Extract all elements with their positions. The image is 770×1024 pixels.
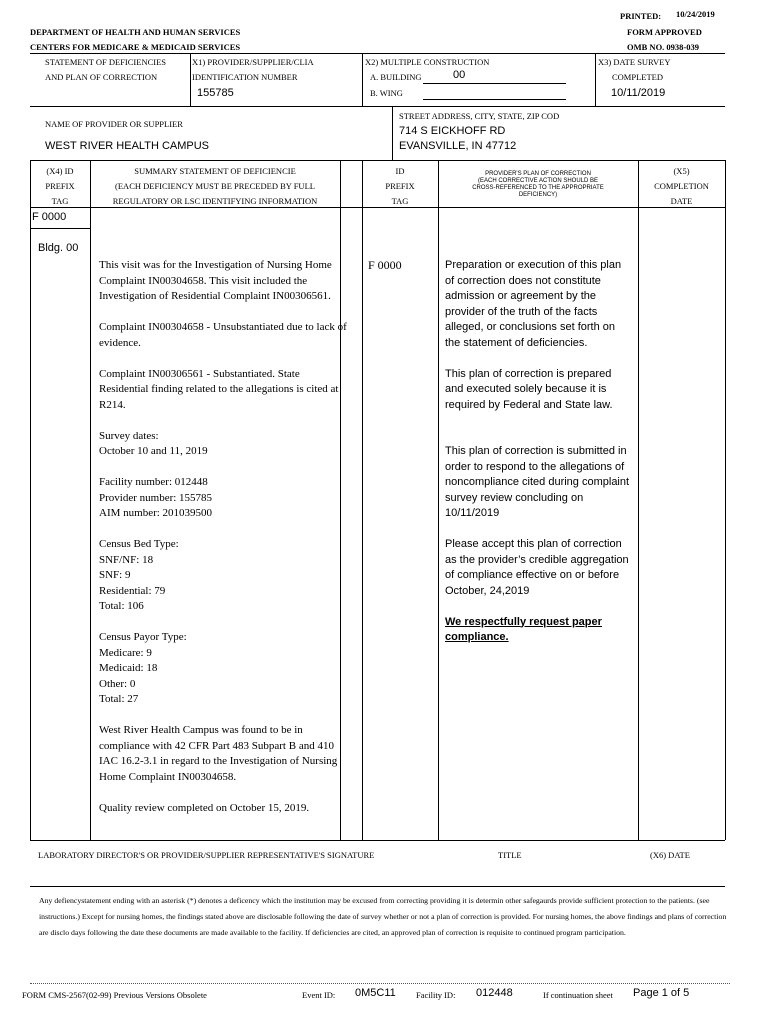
id-header-3: TAG xyxy=(391,196,409,206)
building-tag: Bldg. 00 xyxy=(38,242,79,254)
x4-header-1: (X4) ID xyxy=(46,166,74,176)
statement-label-2: AND PLAN OF CORRECTION xyxy=(45,72,158,82)
x1-sub-label: IDENTIFICATION NUMBER xyxy=(192,72,298,82)
x2-label: X2) MULTIPLE CONSTRUCTION xyxy=(365,57,490,67)
address-label: STREET ADDRESS, CITY, STATE, ZIP COD xyxy=(399,111,560,121)
id-header-1: ID xyxy=(395,166,405,176)
x3-value: 10/11/2019 xyxy=(611,87,666,99)
plan-header-4: DEFICIENCY) xyxy=(518,192,558,198)
plan-paragraph: This plan of correction is submitted in order to respond to the allegations of noncompliance cited during complaint survey review concluding on 10/11/2019 xyxy=(445,445,630,519)
summary-line: October 10 and 11, 2019 xyxy=(99,445,208,457)
summary-line: Residential: 79 xyxy=(99,584,166,597)
form-approved: FORM APPROVED xyxy=(627,27,702,37)
statement-label-1: STATEMENT OF DEFICIENCIES xyxy=(45,57,167,67)
disclaimer: Any defiencystatement ending with an asterisk (*) denotes a deficency which the institution may be excused from correcting providing it is determin other safegaurds provide sufficient protection to the patients. (see instructions.) Except for nursing homes, the findings stated above are disclosable following the date of survey whether or not a plan of correction is provided. For nursing homes, the above findings and plans of correction are disclo days following the date these documents are made available to the facility. If deficiencies are cited, an approved plan of correction is requisite to continued program participation. xyxy=(39,896,727,937)
summary-statement xyxy=(99,258,349,816)
summary-line: AIM number: 201039500 xyxy=(99,507,213,519)
event-id-value: 0M5C11 xyxy=(355,987,396,999)
x4-header-2: PREFIX xyxy=(45,181,75,191)
x4-header-3: TAG xyxy=(51,196,69,206)
summary-line: Total: 27 xyxy=(99,693,139,705)
id-header-2: PREFIX xyxy=(385,181,415,191)
summary-header-2: (EACH DEFICIENCY MUST BE PRECEDED BY FULL xyxy=(115,181,315,191)
printed-date: 10/24/2019 xyxy=(676,9,715,19)
summary-line: Census Bed Type: xyxy=(99,538,179,550)
plan-of-correction xyxy=(445,258,630,661)
summary-line: SNF/NF: 18 xyxy=(99,553,154,566)
centers-title: CENTERS FOR MEDICARE & MEDICAID SERVICES xyxy=(30,42,241,52)
department-title: DEPARTMENT OF HEALTH AND HUMAN SERVICES xyxy=(30,27,241,37)
omb-number: OMB NO. 0938-039 xyxy=(627,42,700,52)
summary-line: Other: 0 xyxy=(99,677,136,690)
event-id-label: Event ID: xyxy=(302,990,336,1000)
title-label: TITLE xyxy=(498,850,522,860)
address-line-2: EVANSVILLE, IN 47712 xyxy=(399,140,517,152)
plan-header-3: CROSS-REFERENCED TO THE APPROPRIATE xyxy=(472,185,604,191)
summary-line: Total: 106 xyxy=(99,600,144,612)
x1-value: 155785 xyxy=(197,87,234,99)
summary-paragraph: West River Health Campus was found to be in compliance with 42 CFR Part 483 Subpart B and 410 IAC 16.2-3.1 in regard to the Investigation of Nursing Home Complaint IN00304658. xyxy=(99,724,338,783)
facility-id-value: 012448 xyxy=(476,987,513,999)
x6-date-label: (X6) DATE xyxy=(650,850,690,860)
summary-paragraph: Complaint IN00304658 - Unsubstantiated due to lack of evidence. xyxy=(99,321,347,349)
plan-paragraph: This plan of correction is prepared and executed solely because it is required by Federal and State law. xyxy=(445,367,613,411)
tag-left: F 0000 xyxy=(32,211,67,223)
summary-header-3: REGULATORY OR LSC IDENTIFYING INFORMATION xyxy=(112,196,318,206)
plan-header-2: (EACH CORRECTIVE ACTION SHOULD BE xyxy=(477,178,599,184)
summary-line: Survey dates: xyxy=(99,429,159,442)
tag-right: F 0000 xyxy=(368,258,402,272)
summary-line: Medicare: 9 xyxy=(99,646,152,659)
page-number: Page 1 of 5 xyxy=(633,987,690,999)
x5-header-2: COMPLETION xyxy=(654,181,709,191)
plan-header-1: PROVIDER'S PLAN OF CORRECTION xyxy=(485,171,591,177)
summary-line: Quality review completed on October 15, 2019. xyxy=(99,801,310,814)
x5-header-3: DATE xyxy=(670,196,693,206)
facility-id-label: Facility ID: xyxy=(416,990,456,1000)
summary-line: Provider number: 155785 xyxy=(99,491,213,504)
plan-paragraph: Please accept this plan of correction as the provider’s credible aggregation of compliance effective on or before October, 24,2019 xyxy=(445,538,629,597)
signature-label: LABORATORY DIRECTOR'S OR PROVIDER/SUPPLIER REPRESENTATIVE'S SIGNATURE xyxy=(38,850,375,860)
x3-label: X3) DATE SURVEY xyxy=(598,57,671,67)
summary-line: SNF: 9 xyxy=(99,569,131,581)
summary-header-1: SUMMARY STATEMENT OF DEFICIENCIE xyxy=(134,166,296,176)
x3-sub-label: COMPLETED xyxy=(612,72,663,82)
building-value: 00 xyxy=(453,69,466,81)
continuation-label: If continuation sheet xyxy=(543,990,613,1000)
printed-label: PRINTED: xyxy=(620,11,662,21)
provider-name: WEST RIVER HEALTH CAMPUS xyxy=(45,140,210,152)
provider-label: NAME OF PROVIDER OR SUPPLIER xyxy=(45,119,183,129)
plan-paragraph: Preparation or execution of this plan of correction does not constitute admission or agreement by the provider of the truth of the facts alleged, or conclusions set forth on the statement of deficiencies. xyxy=(445,259,622,349)
building-label: A. BUILDING xyxy=(370,72,422,82)
address-line-1: 714 S EICKHOFF RD xyxy=(399,125,506,137)
wing-label: B. WING xyxy=(370,88,403,98)
form-number: FORM CMS-2567(02-99) Previous Versions Obsolete xyxy=(22,990,207,1000)
x5-header-1: (X5) xyxy=(673,166,690,176)
x1-label: X1) PROVIDER/SUPPLIER/CLIA xyxy=(192,57,314,67)
plan-paragraph-bold: We respectfully request paper compliance. xyxy=(445,615,602,643)
summary-paragraph: Complaint IN00306561 - Substantiated. State Residential finding related to the allegations is cited at R214. xyxy=(99,367,339,411)
summary-paragraph: This visit was for the Investigation of Nursing Home Complaint IN00304658. This visit included the Investigation of Residential Complaint IN00306561. xyxy=(99,259,332,302)
summary-line: Census Payor Type: xyxy=(99,631,187,643)
summary-line: Facility number: 012448 xyxy=(99,476,208,488)
summary-line: Medicaid: 18 xyxy=(99,662,158,674)
